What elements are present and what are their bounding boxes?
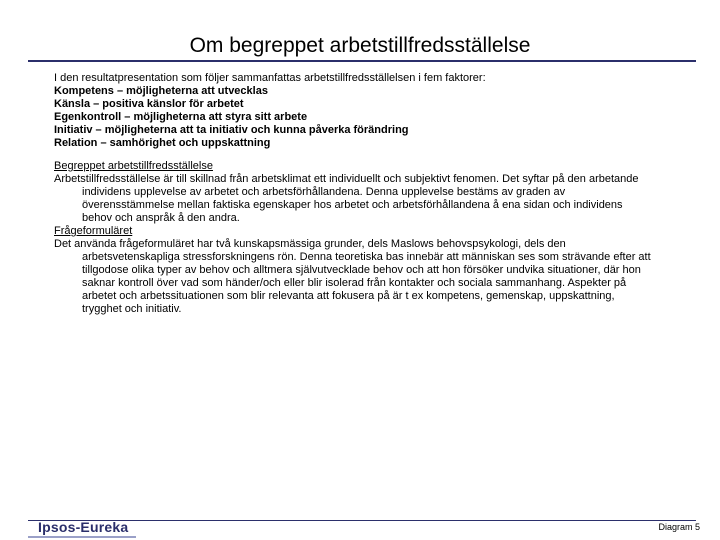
company-logo: Ipsos-Eureka: [38, 519, 129, 535]
page-title: Om begreppet arbetstillfredsställelse: [189, 34, 531, 57]
factor-item: Känsla – positiva känslor för arbetet: [54, 98, 244, 110]
factor-item: Relation – samhörighet och uppskattning: [54, 137, 271, 149]
factor-item: Kompetens – möjligheterna att utvecklas: [54, 85, 268, 97]
intro-text: I den resultatpresentation som följer sammanfattas arbetstillfredsställelsen i fem faktorer:: [54, 72, 486, 84]
factor-item: Initiativ – möjligheterna att ta initiativ och kunna påverka förändring: [54, 124, 409, 136]
slide-number: Diagram 5: [658, 522, 700, 532]
section-heading: Begreppet arbetstillfredsställelse: [54, 160, 213, 172]
factor-item: Egenkontroll – möjligheterna att styra sitt arbete: [54, 111, 308, 123]
section-paragraph: Arbetstillfredsställelse är till skillnad från arbetsklimat ett individuellt och subjektivt fenomen. Det syftar på den arbetande individens upplevelse av arbetet och arbetsförhållandena. Denna upplevelse bestäms av graden av överensstämmelse mellan faktiska egenskaper hos arbetet och arbetsförhållandena å ena sidan och individens behov och anspråk å den andra.: [54, 173, 639, 224]
section-questionnaire: [54, 225, 654, 316]
logo-underline: [28, 536, 136, 538]
section-heading: Frågeformuläret: [54, 225, 133, 237]
factor-list: [54, 85, 654, 150]
section-definition: [54, 160, 654, 225]
title-divider: [28, 60, 696, 62]
content-body: [54, 72, 654, 316]
section-paragraph: Det använda frågeformuläret har två kunskapsmässiga grunder, dels Maslows behovspsykologi, dels den arbetsvetenskapliga stressforskningens rön. Denna teoretiska bas innebär att människan ses som strävande efter att tillgodose olika typer av behov och alltmera självutvecklade behov och att hon försöker undvika situationer, där hon saknar kontroll över vad som händer/och eller blir isolerad från kontakter och sociala sammanhang. Aspekter på arbetet och arbetssituationen som blir relevanta att fokusera på är t ex kompetens, gemenskap, uppskattning, trygghet och initiativ.: [54, 238, 651, 315]
